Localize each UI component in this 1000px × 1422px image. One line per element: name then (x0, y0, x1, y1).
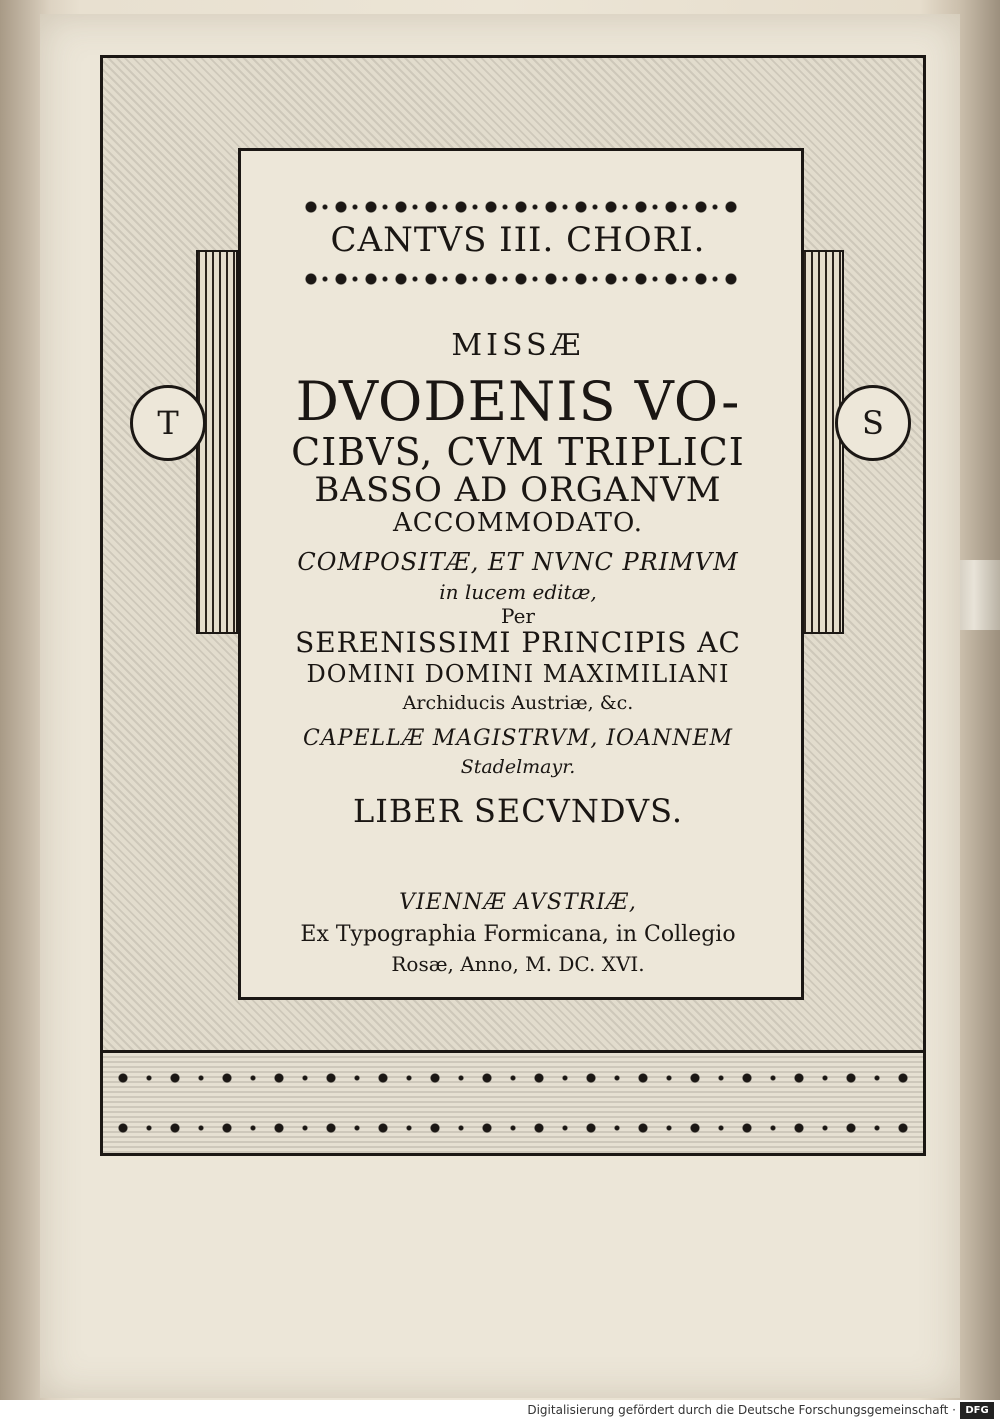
right-cartouche: S (835, 385, 911, 461)
dfg-logo: DFG (960, 1402, 994, 1419)
per-text: Per (501, 604, 535, 628)
composed-line-1: COMPOSITÆ, ET NVNC PRIMVM (297, 548, 739, 576)
imprint-line-1: VIENNÆ AVSTRIÆ, (399, 890, 637, 915)
ornament-row-top (298, 194, 738, 220)
book-number: LIBER SECVNDVS. (352, 792, 684, 830)
part-heading: CANTVS III. CHORI. (330, 220, 706, 260)
right-column (802, 250, 844, 634)
title-small: MISSÆ (451, 328, 585, 363)
author-line-2: Stadelmayr. (460, 756, 576, 778)
imprint-line-2: Ex Typographia Formicana, in Collegio (300, 922, 736, 947)
digitization-footer (0, 1400, 1000, 1422)
title-line-2: CIBVS, CVM TRIPLICI (291, 430, 745, 474)
funding-credit: Digitalisierung gefördert durch die Deutsche Forschungsgemeinschaft · (527, 1403, 956, 1417)
title-line-3: BASSO AD ORGANVM (314, 470, 722, 510)
composed-line-2: in lucem editæ, (439, 580, 597, 604)
patron-line-2: DOMINI DOMINI MAXIMILIANI (306, 660, 730, 688)
left-column (196, 250, 238, 634)
patron-line-3: Archiducis Austriæ, &c. (402, 692, 634, 714)
ornament-row-bottom (298, 266, 738, 292)
patron-line-1: SERENISSIMI PRINCIPIS AC (295, 626, 741, 659)
ornamental-bottom-band (100, 1050, 926, 1156)
imprint-line-3: Rosæ, Anno, M. DC. XVI. (391, 952, 645, 976)
author-line-1: CAPELLÆ MAGISTRVM, IOANNEM (302, 726, 734, 751)
title-line-4: ACCOMMODATO. (392, 508, 644, 538)
left-cartouche: T (130, 385, 206, 461)
title-line-1: DVODENIS VO- (295, 370, 741, 433)
